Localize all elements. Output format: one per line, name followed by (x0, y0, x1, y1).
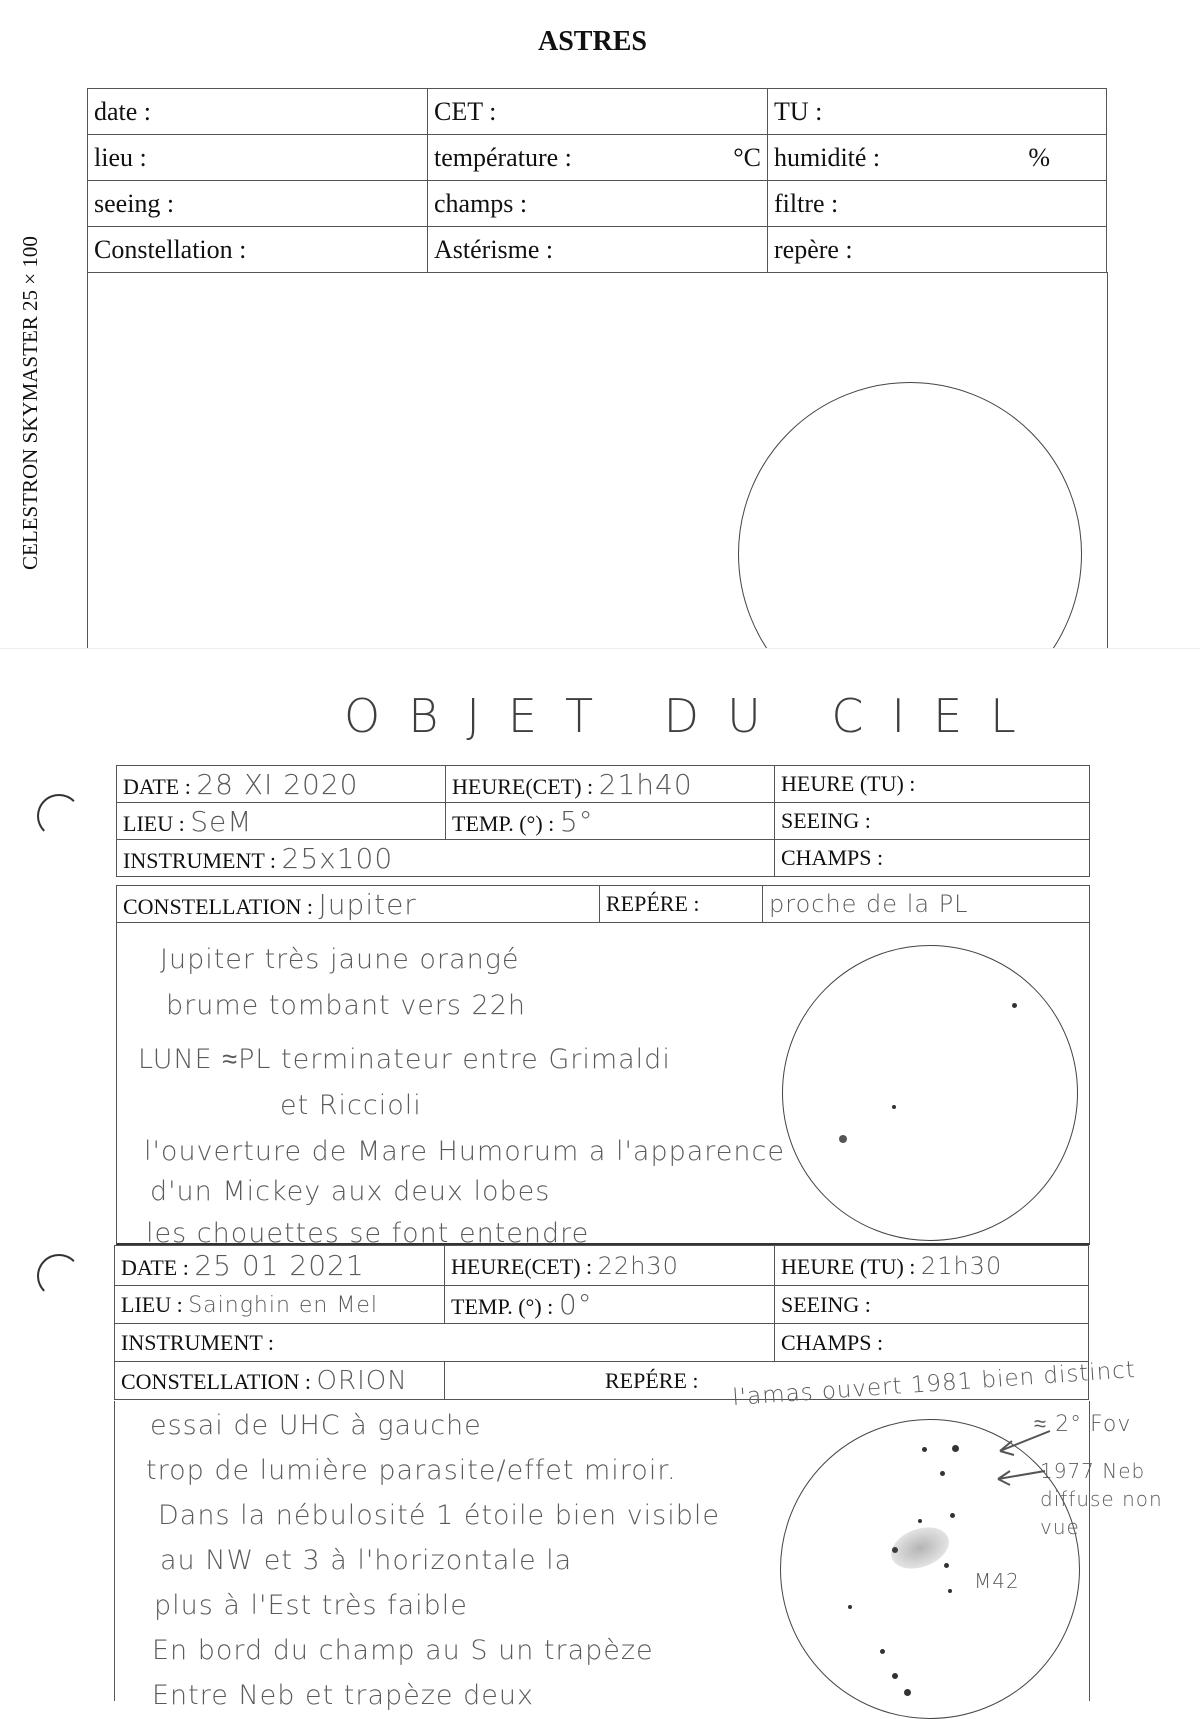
form1-constellation-value: Jupiter (318, 887, 417, 921)
form1-lieu-value: SeM (190, 804, 253, 838)
form1-note-line: les chouettes se font entendre (146, 1218, 590, 1249)
sheet1-lieu-cell (88, 135, 428, 181)
form2-temp-label: TEMP. (°) : (451, 1294, 554, 1319)
form2-constellation-cell (115, 1362, 445, 1400)
form2-note-line: Entre Neb et trapèze deux (152, 1680, 534, 1711)
form2-constellation-value: ORION (316, 1365, 408, 1396)
form1-champs-cell (775, 840, 1090, 877)
sheet1-cet-label: CET : (434, 96, 497, 126)
sheet1-cet-cell (428, 89, 768, 135)
form2-star-dot (880, 1649, 885, 1654)
form1-repere-label: REPÉRE : (606, 891, 700, 916)
form1-star-dot (1012, 1003, 1017, 1008)
form1-date-cell (117, 766, 446, 803)
sheet1-temperature-label: température : (434, 142, 572, 172)
sheet1-lieu-label: lieu : (94, 142, 147, 172)
form2-star-dot (950, 1513, 955, 1518)
sheet1-champs-label: champs : (434, 188, 528, 218)
sheet1-side-text: CELESTRON SKYMASTER 25 × 100 (18, 236, 42, 570)
form2-star-dot (948, 1589, 952, 1593)
form1-instrument-cell (117, 840, 775, 877)
form2-star-dot (922, 1447, 927, 1452)
form2-instrument-label: INSTRUMENT : (121, 1329, 274, 1355)
form1-temp-cell (446, 803, 775, 840)
sheet1-percent-unit: % (1028, 142, 1050, 172)
sheet1-date-label: date : (94, 96, 152, 126)
form2-repere-value: l'amas ouvert 1981 bien distinct (731, 1356, 1137, 1412)
form1-seeing-cell (775, 803, 1090, 840)
form1-jupiter-dot (892, 1105, 896, 1109)
form1-repere-value: proche de la PL (769, 890, 969, 918)
form2-star-dot (952, 1445, 959, 1452)
form1-moon-dot (839, 1135, 847, 1143)
form1-constellation-label: CONSTELLATION : (123, 893, 314, 919)
form1-repere-cell (600, 886, 763, 923)
form2-temp-cell (445, 1286, 775, 1324)
sheet1-constellation-label: Constellation : (94, 234, 247, 264)
form2-note-line: trop de lumière parasite/effet miroir. (146, 1455, 677, 1486)
form1-heure-cet-cell (446, 766, 775, 803)
form1-note-line: brume tombant vers 22h (166, 990, 527, 1021)
form1-constellation-cell (117, 886, 600, 923)
sheet2-title: OBJET DU CIEL (344, 689, 1044, 743)
sheet1-tu-cell (768, 89, 1107, 135)
form1-instrument-value: 25x100 (281, 841, 394, 875)
sheet1-title: ASTRES (538, 26, 647, 57)
form2-heure-tu-value: 21h30 (920, 1251, 1003, 1280)
form1-note-line: d'un Mickey aux deux lobes (150, 1176, 551, 1207)
punch-hole-top (37, 794, 81, 838)
form1-lieu-label: LIEU : (123, 810, 185, 836)
sheet1-filtre-cell (768, 181, 1107, 227)
sheet1-seeing-cell (88, 181, 428, 227)
form1-note-line: Jupiter très jaune orangé (160, 944, 520, 975)
form1-notes (138, 937, 785, 1257)
sheet1-seeing-label: seeing : (94, 188, 175, 218)
form2-note-line: plus à l'Est très faible (154, 1590, 468, 1621)
form2-star-dot (904, 1689, 911, 1696)
form2-date-value: 25 01 2021 (194, 1249, 365, 1282)
form1-heure-tu-cell (775, 766, 1090, 803)
form2-note-line: au NW et 3 à l'horizontale la (160, 1545, 573, 1576)
form2-champs-cell (775, 1324, 1089, 1362)
form2-seeing-cell (775, 1286, 1089, 1324)
sheet1-date-cell (88, 89, 428, 135)
sheet1-humidite-label: humidité : (774, 142, 881, 172)
form2-date-cell (115, 1246, 445, 1286)
form2-heure-cet-value: 22h30 (597, 1251, 679, 1280)
sheet1-asterisme-cell (428, 227, 768, 273)
form1-heure-cet-value: 21h40 (598, 767, 693, 801)
sheet1-asterisme-label: Astérisme : (434, 234, 554, 264)
sheet1-header-table (87, 88, 1107, 273)
sheet2 (0, 648, 1200, 1711)
form1-lieu-cell (117, 803, 446, 840)
form2-heure-tu-cell (775, 1246, 1089, 1286)
form1-eyepiece-circle (782, 945, 1078, 1241)
form2-lieu-label: LIEU : (121, 1291, 183, 1317)
form1-note-line: l'ouverture de Mare Humorum a l'apparence (144, 1136, 785, 1167)
form1-date-label: DATE : (123, 773, 191, 799)
form2-constellation-label: CONSTELLATION : (121, 1368, 312, 1394)
neb-arrow (998, 1471, 1045, 1485)
sheet1-celsius-unit: °C (733, 142, 761, 172)
form1-temp-value: 5° (559, 804, 594, 838)
form2-neb-note-text: 1977 Neb diffuse non vue (1040, 1459, 1163, 1539)
form1-instrument-label: INSTRUMENT : (123, 847, 276, 873)
form2-note-line: Dans la nébulosité 1 étoile bien visible (158, 1500, 720, 1531)
form2-repere-label: REPÉRE : (605, 1367, 699, 1393)
sheet1-constellation-cell (88, 227, 428, 273)
form1-table (116, 765, 1090, 877)
form2-champs-label: CHAMPS : (781, 1329, 884, 1355)
form2-annotation-arrows (990, 1419, 1070, 1499)
form1-heure-cet-label: HEURE(CET) : (452, 773, 594, 799)
form2-heure-cet-cell (445, 1246, 775, 1286)
form1-heure-tu-label: HEURE (TU) : (781, 771, 916, 796)
sheet1-repere-cell (768, 227, 1107, 273)
form2-heure-tu-label: HEURE (TU) : (781, 1253, 916, 1279)
sheet1-humidite-cell (768, 135, 1107, 181)
form2-heure-cet-label: HEURE(CET) : (451, 1253, 593, 1279)
form1-temp-label: TEMP. (°) : (452, 810, 555, 836)
form2-date-label: DATE : (121, 1255, 189, 1280)
fov-arrow (1000, 1431, 1050, 1455)
form2-lieu-cell (115, 1286, 445, 1324)
form2-instrument-cell (115, 1324, 775, 1362)
sheet1-temperature-cell (428, 135, 768, 181)
sheet1-tu-label: TU : (774, 96, 823, 126)
form1-repere-value-cell (763, 886, 1090, 923)
sheet1-champs-cell (428, 181, 768, 227)
form2-temp-value: 0° (558, 1288, 593, 1321)
form1-date-value: 28 XI 2020 (196, 767, 359, 801)
form1-seeing-label: SEEING : (781, 808, 871, 833)
punch-hole-bottom (37, 1254, 81, 1298)
sheet1-repere-label: repère : (774, 234, 853, 264)
form2-fov-note: ≈ 2° Fov (1034, 1412, 1132, 1437)
form2-star-dot (940, 1471, 945, 1476)
form2-star-dot (892, 1673, 898, 1679)
form1-note-line: LUNE ≈PL terminateur entre Grimaldi (138, 1044, 671, 1075)
sheet1-filtre-label: filtre : (774, 188, 839, 218)
form2-star-dot (944, 1563, 949, 1568)
form2-lieu-value: Sainghin en Mel (188, 1292, 378, 1318)
form1-note-line: et Riccioli (280, 1090, 422, 1121)
form2-m42-label: M42 (974, 1569, 1020, 1593)
form2-seeing-label: SEEING : (781, 1291, 871, 1317)
form2-star-dot (918, 1519, 922, 1523)
form2-notes (140, 1403, 720, 1718)
form2-note-line: essai de UHC à gauche (150, 1410, 482, 1441)
form1-constellation-row (116, 885, 1090, 923)
form2-note-line: En bord du champ au S un trapèze (152, 1635, 654, 1666)
form1-champs-label: CHAMPS : (781, 845, 884, 870)
form2-star-dot (848, 1605, 852, 1609)
